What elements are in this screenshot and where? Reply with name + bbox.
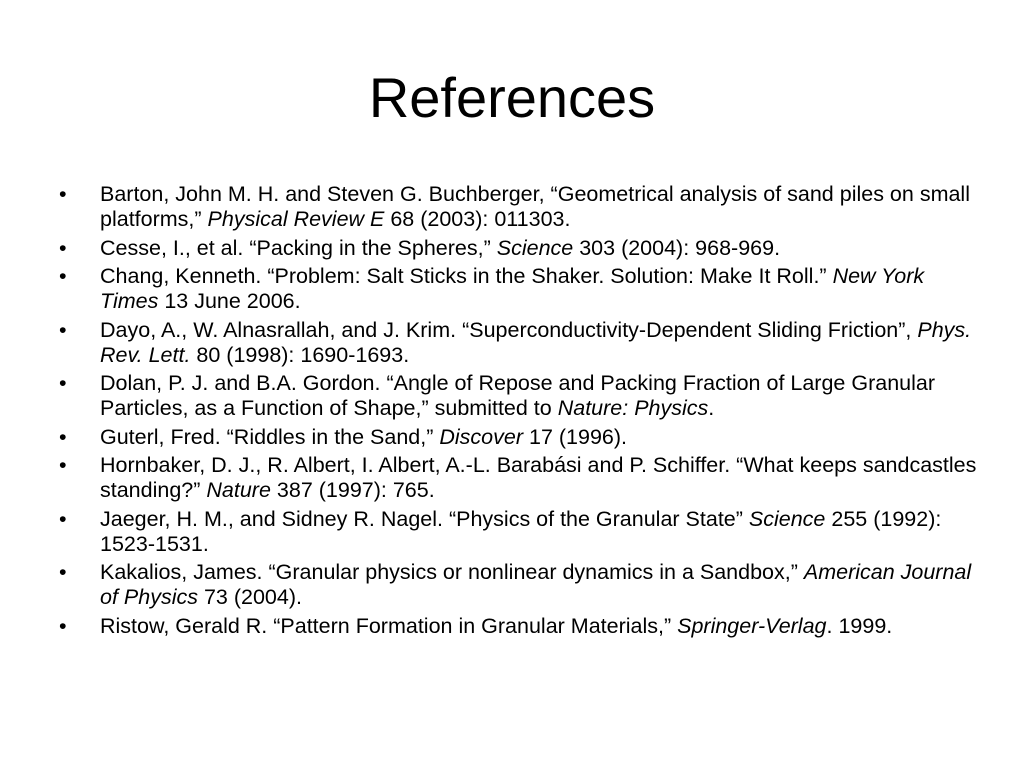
reference-segment: 80 (1998): 1690-1693.: [190, 342, 410, 367]
reference-source: Physical Review E: [207, 207, 385, 231]
reference-source: American Journal of Physics: [100, 560, 972, 609]
reference-segment: Chang, Kenneth. “Problem: Salt Sticks in the Shaker. Solution: Make It Roll.”: [100, 264, 833, 288]
reference-text: [100, 371, 986, 421]
reference-segment: 73 (2004).: [197, 585, 302, 609]
reference-item: [56, 425, 986, 450]
reference-segment: Cesse, I., et al. “Packing in the Spheres,”: [100, 235, 497, 260]
bullet-icon: •: [59, 317, 67, 342]
reference-text: [100, 453, 986, 503]
reference-source: Discover: [439, 424, 524, 449]
reference-item: [56, 507, 986, 557]
reference-segment: Barton, John M. H. and Steven G. Buchberger, “Geometrical analysis of sand piles on small platforms,”: [100, 182, 970, 231]
bullet-icon: •: [59, 613, 67, 638]
reference-segment: 303 (2004): 968-969.: [573, 235, 781, 260]
reference-source: Nature: Physics: [557, 396, 709, 420]
reference-segment: 68 (2003): 011303.: [384, 207, 571, 231]
reference-list: [56, 182, 986, 642]
reference-segment: 13 June 2006.: [158, 289, 301, 313]
reference-item: [56, 182, 986, 232]
reference-source: Nature: [206, 478, 271, 502]
reference-segment: Kakalios, James. “Granular physics or nonlinear dynamics in a Sandbox,”: [100, 560, 804, 584]
reference-segment: 255 (1992): 1523-1531.: [100, 506, 942, 556]
reference-segment: . 1999.: [826, 613, 893, 638]
reference-segment: Ristow, Gerald R. “Pattern Formation in Granular Materials,”: [100, 613, 678, 638]
reference-item: [56, 453, 986, 503]
reference-item: [56, 614, 986, 639]
reference-text: [100, 264, 986, 314]
reference-segment: 387 (1997): 765.: [270, 478, 435, 502]
bullet-icon: •: [59, 506, 67, 531]
reference-item: [56, 264, 986, 314]
reference-item: [56, 236, 986, 261]
bullet-icon: •: [59, 182, 67, 206]
reference-text: [100, 507, 986, 557]
reference-text: [100, 614, 986, 639]
reference-item: [56, 560, 986, 610]
reference-segment: Dayo, A., W. Alnasrallah, and J. Krim. “Superconductivity-Dependent Sliding Friction”,: [100, 317, 918, 342]
reference-source: Science: [748, 506, 826, 531]
bullet-icon: •: [59, 453, 67, 477]
reference-source: New York Times: [100, 264, 925, 313]
reference-source: Science: [496, 235, 574, 260]
slide-title: References: [368, 66, 656, 129]
reference-item: [56, 318, 986, 368]
bullet-icon: •: [59, 371, 67, 395]
bullet-icon: •: [59, 560, 67, 584]
reference-segment: .: [708, 396, 715, 420]
reference-text: [100, 560, 986, 610]
bullet-icon: •: [59, 264, 67, 288]
reference-segment: Jaeger, H. M., and Sidney R. Nagel. “Physics of the Granular State”: [100, 506, 749, 531]
bullet-icon: •: [59, 424, 67, 449]
reference-segment: 17 (1996).: [523, 424, 627, 449]
reference-item: [56, 371, 986, 421]
bullet-icon: •: [59, 235, 67, 260]
reference-segment: Dolan, P. J. and B.A. Gordon. “Angle of Repose and Packing Fraction of Large Granular Particles, as a Function of Shape,” submitted to: [100, 371, 936, 420]
reference-segment: Guterl, Fred. “Riddles in the Sand,”: [100, 424, 440, 449]
reference-source: Springer-Verlag: [677, 613, 827, 638]
reference-segment: Hornbaker, D. J., R. Albert, I. Albert, A.-L. Barabási and P. Schiffer. “What keeps sandcastles standing?”: [100, 453, 977, 502]
reference-source: Phys. Rev. Lett.: [100, 317, 972, 367]
reference-text: [100, 425, 986, 450]
reference-text: [100, 182, 986, 232]
reference-text: [100, 236, 986, 261]
reference-text: [100, 318, 986, 368]
